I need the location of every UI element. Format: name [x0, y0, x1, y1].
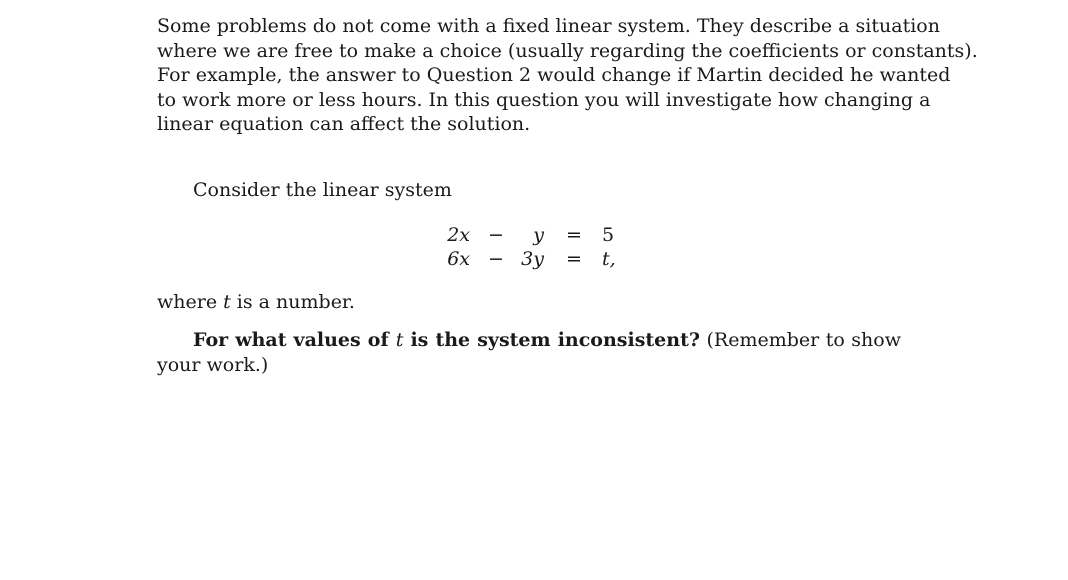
equals-sign: = — [566, 248, 582, 270]
x-term: 2x — [447, 224, 470, 246]
question-note-end: your work.) — [157, 353, 269, 376]
intro-paragraph — [157, 14, 978, 137]
intro-line: to work more or less hours. In this question you will investigate how changing a — [157, 88, 931, 111]
operator: − — [488, 248, 504, 270]
question-variable: t — [395, 329, 404, 351]
equals-sign: = — [566, 224, 582, 246]
consider-text: Consider the linear system — [193, 179, 452, 201]
rhs-term: 5 — [602, 224, 615, 246]
question-line — [157, 328, 901, 353]
question-bold-before: For what values of — [193, 329, 396, 351]
y-term: y — [533, 224, 544, 246]
intro-line: linear equation can affect the solution. — [157, 113, 531, 136]
where-variable: t — [223, 291, 231, 313]
question-paragraph — [157, 328, 901, 377]
rhs-term: t, — [602, 248, 616, 270]
intro-line: Some problems do not come with a fixed linear system. They describe a situation — [157, 15, 940, 37]
where-before: where — [157, 291, 224, 313]
intro-line: where we are free to make a choice (usually regarding the coefficients or constants). — [157, 39, 978, 62]
x-term: 6x — [447, 248, 470, 270]
where-text — [157, 291, 355, 313]
intro-line: For example, the answer to Question 2 would change if Martin decided he wanted — [157, 64, 951, 87]
y-term: 3y — [521, 248, 544, 270]
question-note: (Remember to show — [699, 329, 901, 351]
where-after: is a number. — [230, 291, 355, 313]
question-bold-after: is the system inconsistent? — [403, 329, 700, 351]
operator: − — [488, 224, 504, 246]
